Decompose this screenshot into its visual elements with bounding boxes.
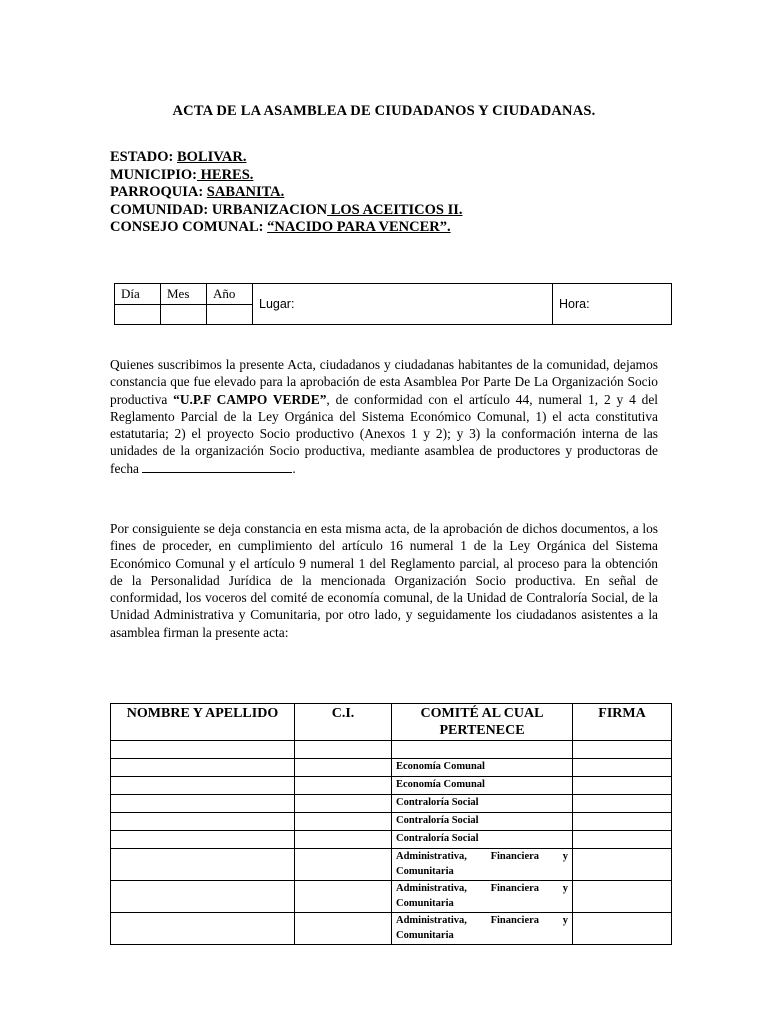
ci-cell[interactable] — [295, 759, 392, 777]
table-row — [111, 849, 672, 881]
anio-field[interactable] — [207, 304, 253, 325]
paragraph-1-end: . — [292, 460, 296, 476]
estado-value: BOLIVAR. — [177, 149, 247, 165]
ci-cell[interactable] — [295, 831, 392, 849]
estado-row — [110, 149, 463, 167]
table-row — [111, 777, 672, 795]
col-header-firma: FIRMA — [573, 704, 672, 741]
table-row — [111, 813, 672, 831]
date-place-table — [114, 283, 672, 325]
firma-cell[interactable] — [573, 913, 672, 945]
hora-field[interactable]: Hora: — [553, 284, 672, 325]
comite-cell: Contraloría Social — [392, 795, 573, 813]
comunidad-row — [110, 202, 463, 220]
table-row — [111, 759, 672, 777]
nombre-cell[interactable] — [111, 849, 295, 881]
dia-field[interactable] — [115, 304, 161, 325]
ci-cell[interactable] — [295, 741, 392, 759]
mes-label: Mes — [161, 284, 207, 305]
firma-cell[interactable] — [573, 795, 672, 813]
comunidad-value: LOS ACEITICOS II. — [327, 201, 463, 218]
fecha-blank-line[interactable] — [142, 460, 292, 473]
firma-cell[interactable] — [573, 849, 672, 881]
ci-cell[interactable] — [295, 881, 392, 913]
nombre-cell[interactable] — [111, 777, 295, 795]
col-header-nombre: NOMBRE Y APELLIDO — [111, 704, 295, 741]
consejo-row — [110, 219, 463, 237]
consejo-value: “NACIDO PARA VENCER”. — [267, 219, 451, 235]
nombre-cell[interactable] — [111, 813, 295, 831]
parroquia-value: SABANITA. — [206, 184, 285, 200]
ci-cell[interactable] — [295, 913, 392, 945]
col-header-comite: COMITÉ AL CUAL PERTENECE — [392, 704, 573, 741]
consejo-label: CONSEJO COMUNAL: — [110, 219, 268, 235]
ci-cell[interactable] — [295, 795, 392, 813]
nombre-cell[interactable] — [111, 913, 295, 945]
comite-cell: Contraloría Social — [392, 813, 573, 831]
table-row — [111, 881, 672, 913]
table-row — [111, 795, 672, 813]
parroquia-label: PARROQUIA: — [110, 184, 207, 200]
comite-cell: Contraloría Social — [392, 831, 573, 849]
comunidad-label: COMUNIDAD: URBANIZACION — [110, 201, 328, 218]
firma-cell[interactable] — [573, 741, 672, 759]
paragraph-2: Por consiguiente se deja constancia en esta misma acta, de la aprobación de dichos documentos, a los fines de proceder, en cumplimiento del artículo 16 numeral 1 de la Ley Orgánica del Sistema Económico Comunal y el artículo 9 numeral 1 del Reglamento parcial, al proceso para la obtención de la Personalidad Jurídica de la mencionada Organización Socio productiva. En señal de conformidad, los voceros del comité de economía comunal, de la Unidad de Contraloría Social, de la Unidad Administrativa y Comunitaria, por otro lado, y seguidamente los ciudadanos asistentes a la asamblea firman la presente acta: — [110, 521, 658, 640]
col-header-ci: C.I. — [295, 704, 392, 741]
comite-cell: Economía Comunal — [392, 759, 573, 777]
dia-label: Día — [115, 284, 161, 305]
header-block — [110, 149, 463, 237]
ci-cell[interactable] — [295, 777, 392, 795]
comite-cell: Administrativa, Financiera y Comunitaria — [392, 881, 573, 913]
nombre-cell[interactable] — [111, 795, 295, 813]
ci-cell[interactable] — [295, 813, 392, 831]
organization-name: “U.P.F CAMPO VERDE” — [173, 391, 327, 407]
paragraph-1-text-2: , de conformidad con el artículo 44, numeral 1, 2 y 4 del Reglamento Parcial de la Ley Orgánica del Sistema Económico Comunal, 1) el acta constitutiva estatutaria; 2) el proyecto Socio productivo (Anexos 1 y 2); y 3) la conformación interna de las unidades de la organización Socio productiva, mediante asamblea de productores y productoras de fecha — [110, 391, 658, 476]
municipio-label: MUNICIPIO: — [110, 166, 197, 183]
firma-cell[interactable] — [573, 813, 672, 831]
comite-cell: Administrativa, Financiera y Comunitaria — [392, 913, 573, 945]
comite-cell: Economía Comunal — [392, 777, 573, 795]
paragraph-1 — [110, 356, 658, 477]
comite-cell — [392, 741, 573, 759]
lugar-field[interactable]: Lugar: — [253, 284, 553, 325]
firma-cell[interactable] — [573, 881, 672, 913]
parroquia-row — [110, 184, 463, 202]
firma-cell[interactable] — [573, 759, 672, 777]
municipio-row — [110, 167, 463, 185]
estado-label: ESTADO: — [110, 149, 178, 165]
nombre-cell[interactable] — [111, 831, 295, 849]
firma-cell[interactable] — [573, 777, 672, 795]
ci-cell[interactable] — [295, 849, 392, 881]
nombre-cell[interactable] — [111, 881, 295, 913]
mes-field[interactable] — [161, 304, 207, 325]
table-row — [111, 831, 672, 849]
nombre-cell[interactable] — [111, 759, 295, 777]
anio-label: Año — [207, 284, 253, 305]
signature-table — [110, 703, 672, 945]
paragraph-1-text: Quienes suscribimos la presente Acta, ciudadanos y ciudadanas habitantes de la comunidad, dejamos constancia que fue elevado para la aprobación de esta Asamblea Por Parte De La Organización Socio productiva — [110, 357, 658, 407]
firma-cell[interactable] — [573, 831, 672, 849]
municipio-value: HERES. — [197, 166, 254, 183]
table-row — [111, 741, 672, 759]
document-title: ACTA DE LA ASAMBLEA DE CIUDADANOS Y CIUDADANAS. — [172, 103, 596, 119]
comite-cell: Administrativa, Financiera y Comunitaria — [392, 849, 573, 881]
nombre-cell[interactable] — [111, 741, 295, 759]
table-row — [111, 913, 672, 945]
